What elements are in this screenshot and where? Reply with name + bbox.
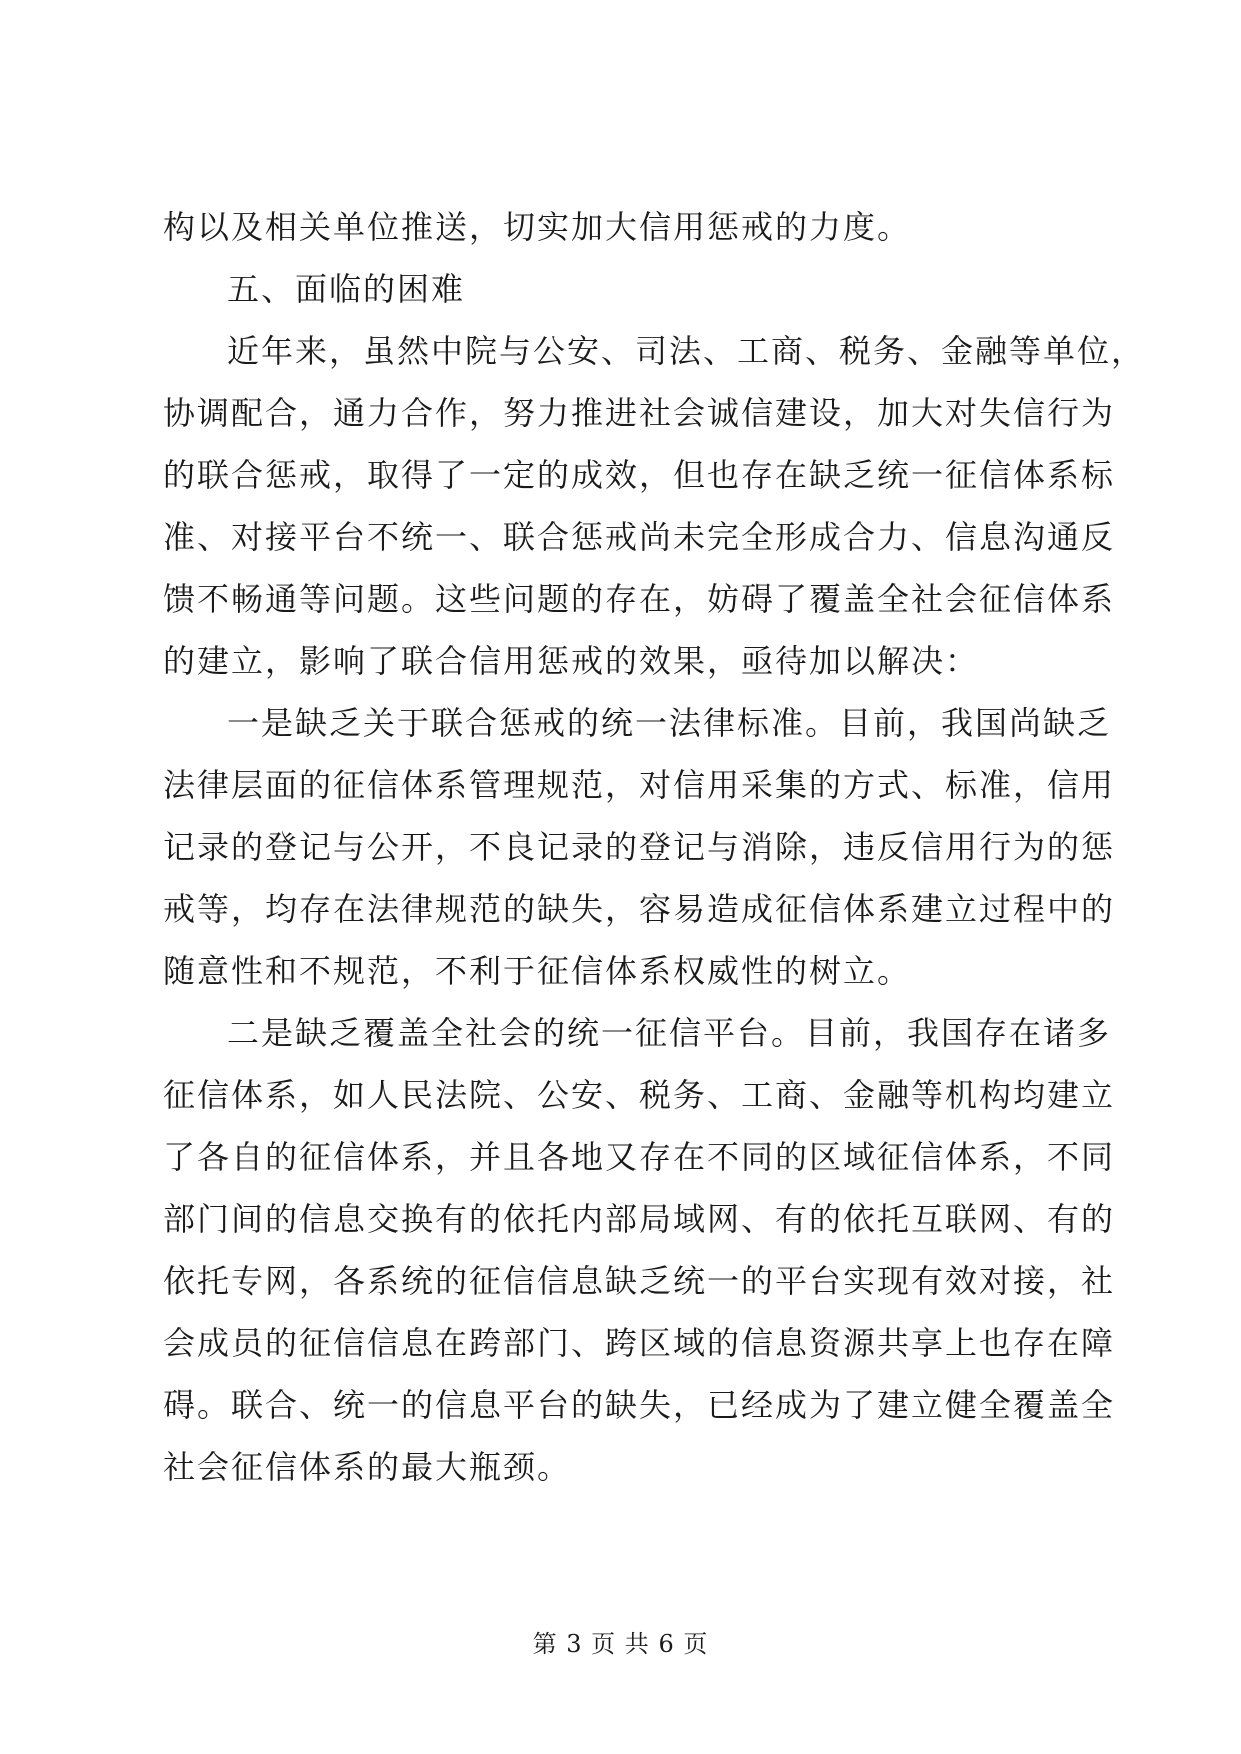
text-line: 随意性和不规范，不利于征信体系权威性的树立。 [163, 952, 912, 990]
text-line: 准、对接平台不统一、联合惩戒尚未完全形成合力、信息沟通反 [163, 518, 1116, 556]
paragraph [163, 320, 1146, 692]
text-line: 近年来，虽然中院与公安、司法、工商、税务、金融等单位， [227, 332, 1146, 370]
paragraph [163, 692, 1116, 1002]
text-line: 部门间的信息交换有的依托内部局域网、有的依托互联网、有的 [163, 1200, 1116, 1238]
paragraph [163, 1002, 1116, 1498]
text-line: 二是缺乏覆盖全社会的统一征信平台。目前，我国存在诸多 [227, 1014, 1112, 1052]
text-line: 了各自的征信体系，并且各地又存在不同的区域征信体系，不同 [163, 1138, 1116, 1176]
text-line: 的联合惩戒，取得了一定的成效，但也存在缺乏统一征信体系标 [163, 456, 1116, 494]
page-number-footer: 第 3 页 共 6 页 [532, 1630, 709, 1658]
heading-line: 五、面临的困难 [227, 270, 466, 308]
text-line: 碍。联合、统一的信息平台的缺失，已经成为了建立健全覆盖全 [163, 1386, 1116, 1424]
text-line: 会成员的征信信息在跨部门、跨区域的信息资源共享上也存在障 [163, 1324, 1116, 1362]
text-line: 记录的登记与公开，不良记录的登记与消除，违反信用行为的惩 [163, 828, 1116, 866]
text-line: 一是缺乏关于联合惩戒的统一法律标准。目前，我国尚缺乏 [227, 704, 1112, 742]
text-line: 依托专网，各系统的征信信息缺乏统一的平台实现有效对接，社 [163, 1262, 1116, 1300]
text-line: 法律层面的征信体系管理规范，对信用采集的方式、标准，信用 [163, 766, 1116, 804]
text-line: 征信体系，如人民法院、公安、税务、工商、金融等机构均建立 [163, 1076, 1116, 1114]
section-heading [163, 258, 1083, 320]
text-line: 社会征信体系的最大瓶颈。 [163, 1448, 572, 1486]
text-line: 协调配合，通力合作，努力推进社会诚信建设，加大对失信行为 [163, 394, 1116, 432]
document-body [163, 196, 1146, 1498]
text-line: 戒等，均存在法律规范的缺失，容易造成征信体系建立过程中的 [163, 890, 1116, 928]
text-line: 构以及相关单位推送，切实加大信用惩戒的力度。 [163, 208, 912, 246]
text-line: 馈不畅通等问题。这些问题的存在，妨碍了覆盖全社会征信体系 [163, 580, 1116, 618]
paragraph-continuation [163, 196, 1083, 258]
text-line: 的建立，影响了联合信用惩戒的效果，亟待加以解决： [163, 642, 980, 680]
